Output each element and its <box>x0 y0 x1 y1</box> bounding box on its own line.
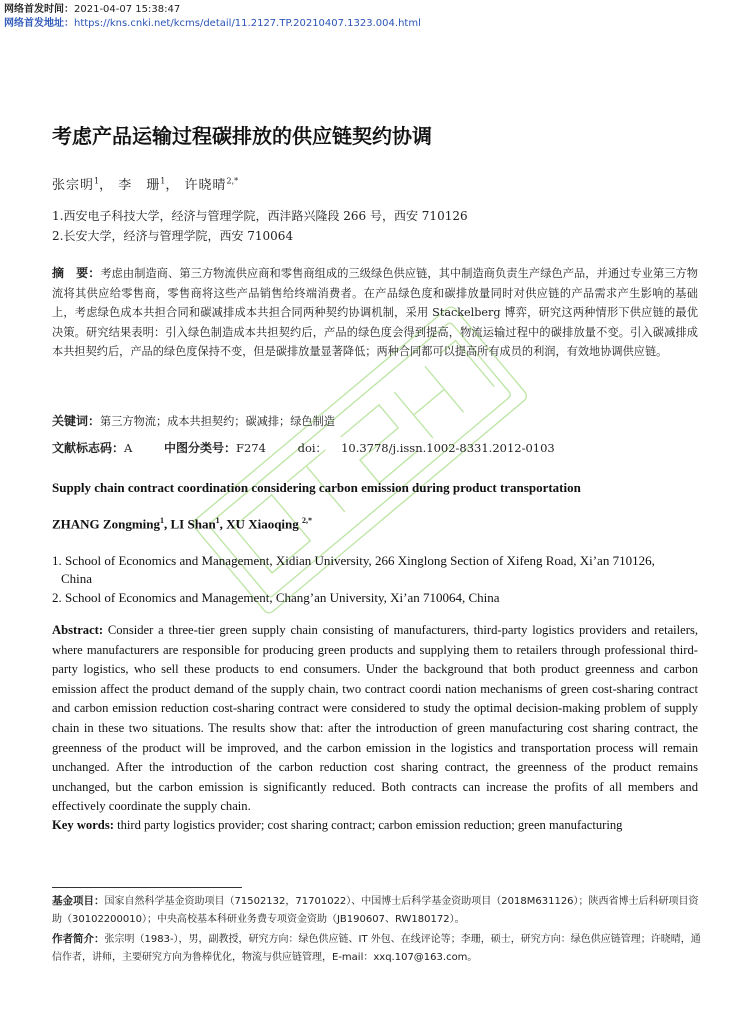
publish-time-label: 网络首发时间： <box>4 4 74 15</box>
footnote-funding <box>52 893 702 928</box>
publish-time-value: 2021-04-07 15:38:47 <box>74 4 181 15</box>
abstract-en <box>52 621 698 817</box>
abstract-en-text: Consider a three-tier green supply chain consisting of manufacturers, third-party logistics providers and retailers, where manufacturers are responsible for producing green products and supplying them to retailers through professional third-party logistics, who sell these products to end consumers. Under the background that both product greenness and carbon emission affect the product demand of the supply chain, two contract coordi nation mechanisms of green cost-sharing contract and carbon emission reduction cost-sharing contract were considered to study the optimal decision-making problem of supply chain in these two situations. The results show that: after the introduction of green manufacturing cost sharing contract, the greenness of the product will be improved, and the carbon emission in the logistics and transportation process will remain unchanged. After the introduction of the carbon reduction cost sharing contract, the greenness of the product remains unchanged, but the carbon emission is significantly reduced. Both contracts can increase the profits of all members and effectively coordinate the supply chain. <box>52 623 698 814</box>
funding-label: 基金项目： <box>52 895 105 907</box>
author-separator: , <box>164 516 171 532</box>
author-name: ZHANG Zongming <box>52 516 160 532</box>
author-affiliation-mark: 1 <box>160 516 164 525</box>
author-affiliation-mark: 2,* <box>302 516 313 525</box>
footnote-divider <box>52 887 242 888</box>
clc-label: 中图分类号： <box>163 441 236 455</box>
abstract-cn-label: 摘 要： <box>52 266 101 280</box>
online-publish-url <box>4 17 421 30</box>
affiliation-cn-1: 1.西安电子科技大学，经济与管理学院，西沣路兴隆段 266 号，西安 710126 <box>52 209 468 223</box>
author-separator: ， <box>99 178 114 193</box>
publish-url-label: 网络首发地址： <box>4 18 74 29</box>
author-affiliation-mark: 1 <box>160 176 166 186</box>
doc-code-value: A <box>124 441 133 455</box>
affiliation-en-1 <box>52 552 702 588</box>
online-publish-time <box>4 3 180 16</box>
affiliation-en-1-line1: 1. School of Economics and Management, Xidian University, 266 Xinglong Section of Xifeng Road, Xi’an 710126, <box>52 553 655 568</box>
author-name: LI Shan <box>170 516 216 532</box>
keywords-en <box>52 818 622 833</box>
abstract-cn-text: 考虑由制造商、第三方物流供应商和零售商组成的三级绿色供应链，其中制造商负责生产绿色产品，并通过专业第三方物流将其供应给零售商，零售商将这些产品销售给终端消费者。在产品绿色度和碳排放量同时对供应链的产品需求产生影响的基础上，考虑绿色成本共担合同和碳减排成本共担合同两种契约协调机制，采用 Stackelberg 博弈，研究这两种情形下供应链的最优决策。研究结果表明：引入绿色制造成本共担契约后，产品的绿色度会得到提高，物流运输过程中的碳排放量不变。引入碳减排成本共担契约后，产品的绿色度保持不变，但是碳排放量显著降低；两种合同都可以提高所有成员的利润，有效地协调供应链。 <box>52 267 698 358</box>
author-affiliation-mark: 1 <box>94 176 100 186</box>
doi-value[interactable]: 10.3778/j.issn.1002-8331.2012-0103 <box>341 441 555 455</box>
author-separator: ， <box>165 178 180 193</box>
keywords-cn <box>52 412 335 429</box>
keywords-en-text: third party logistics provider; cost sharing contract; carbon emission reduction; green manufacturing <box>117 818 623 832</box>
author-name: 李 珊 <box>118 178 161 193</box>
abstract-cn <box>52 264 698 362</box>
author-bio-label: 作者简介： <box>52 933 105 945</box>
author-list-cn <box>52 174 238 193</box>
paper-title-cn: 考虑产品运输过程碳排放的供应链契约协调 <box>52 124 432 148</box>
author-name: 许晓晴 <box>184 178 227 193</box>
author-name: 张宗明 <box>52 178 95 193</box>
article-metadata <box>52 439 583 456</box>
footnote-author-bio <box>52 931 702 966</box>
publish-url-link[interactable]: https://kns.cnki.net/kcms/detail/11.2127.TP.20210407.1323.004.html <box>74 18 421 29</box>
affiliation-en-1-line2: China <box>61 571 93 586</box>
affiliation-en-2: 2. School of Economics and Management, Chang’an University, Xi’an 710064, China <box>52 590 500 605</box>
author-separator: , <box>219 516 227 532</box>
clc-value: F274 <box>236 441 266 455</box>
author-affiliation-mark: 2,* <box>226 176 239 186</box>
author-list-en <box>52 516 312 532</box>
funding-text: 国家自然科学基金资助项目（71502132，71701022）、中国博士后科学基金资助项目（2018M631126）；陕西省博士后科研项目资助（30102200010）；中央高校基本科研业务费专项资金资助（JB190607、RW180172）。 <box>52 896 699 925</box>
doi-label: doi： <box>297 441 328 455</box>
paper-title-en: Supply chain contract coordination considering carbon emission during product transportation <box>52 480 581 495</box>
abstract-en-label: Abstract: <box>52 623 104 637</box>
doc-code-label: 文献标志码： <box>52 441 125 455</box>
keywords-cn-text: 第三方物流；成本共担契约；碳减排；绿色制造 <box>100 415 335 428</box>
author-bio-text: 张宗明（1983-），男，副教授，研究方向：绿色供应链、IT 外包、在线评论等；李珊，硕士，研究方向：绿色供应链管理；许晓晴，通信作者，讲师，主要研究方向为鲁棒优化，物流与供应链管理，E-mail：xxq.107@163.com。 <box>52 934 701 963</box>
author-name: XU Xiaoqing <box>226 516 303 532</box>
affiliation-cn-2: 2.长安大学，经济与管理学院，西安 710064 <box>52 229 294 243</box>
keywords-en-label: Key words: <box>52 818 114 832</box>
keywords-cn-label: 关键词： <box>52 414 101 428</box>
author-affiliation-mark: 1 <box>215 516 220 525</box>
